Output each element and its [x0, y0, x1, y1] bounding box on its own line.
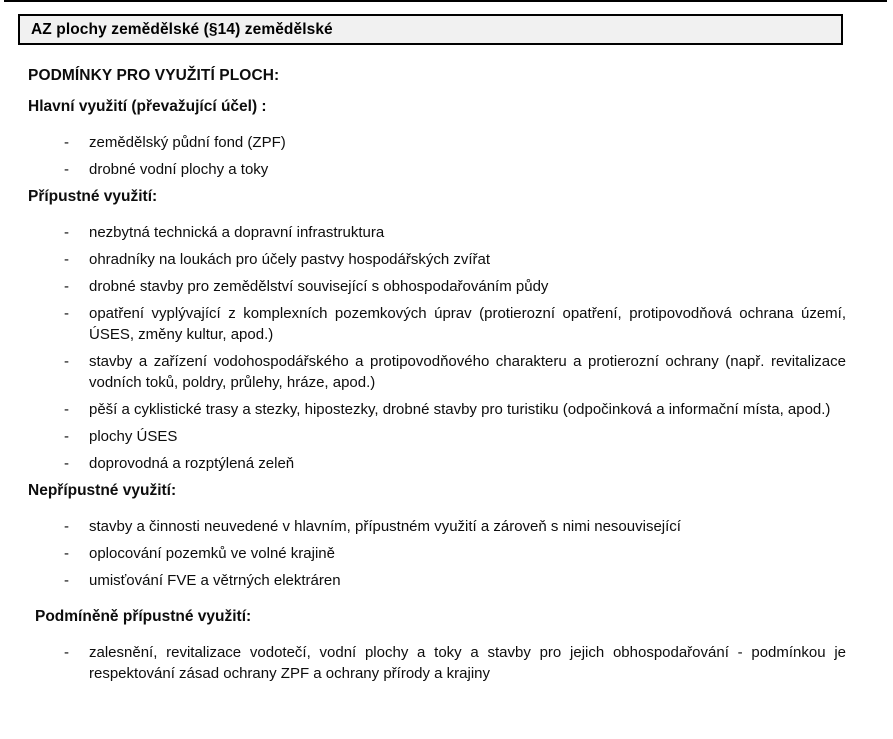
dash-marker: - — [64, 644, 69, 661]
list-item — [61, 570, 846, 591]
list-item — [61, 453, 846, 474]
section-item-list — [28, 516, 846, 591]
dash-marker: - — [64, 278, 69, 295]
section-item-list — [28, 642, 846, 684]
dash-marker: - — [64, 353, 69, 370]
dash-marker: - — [64, 305, 69, 322]
document-content — [28, 66, 846, 690]
list-item-text: zalesnění, revitalizace vodotečí, vodní plochy a toky a stavby pro jejich obhospodařování - podmínkou je respektování zásad ochrany ZPF a ochrany přírody a krajiny — [89, 644, 846, 682]
list-item — [61, 222, 846, 243]
list-item-text: drobné stavby pro zemědělství související s obhospodařováním půdy — [89, 278, 549, 295]
dash-marker: - — [64, 161, 69, 178]
list-item — [61, 426, 846, 447]
section — [28, 606, 846, 684]
section — [28, 96, 846, 180]
zone-header-box — [18, 14, 843, 45]
section-heading: Nepřípustné využití: — [28, 482, 177, 499]
list-item-text: oplocování pozemků ve volné krajině — [89, 545, 335, 562]
list-item — [61, 516, 846, 537]
dash-marker: - — [64, 134, 69, 151]
dash-marker: - — [64, 251, 69, 268]
list-item — [61, 132, 846, 153]
sections-container — [28, 96, 846, 684]
list-item-text: stavby a činnosti neuvedené v hlavním, přípustném využití a zároveň s nimi nesouvisející — [89, 518, 681, 535]
page-title: PODMÍNKY PRO VYUŽITÍ PLOCH: — [28, 67, 280, 84]
list-item — [61, 399, 846, 420]
list-item-text: ohradníky na loukách pro účely pastvy hospodářských zvířat — [89, 251, 491, 268]
list-item — [61, 159, 846, 180]
section-heading: Hlavní využití (převažující účel) : — [28, 98, 267, 115]
section-heading: Přípustné využití: — [28, 188, 158, 205]
list-item-text: opatření vyplývající z komplexních pozemkových úprav (protierozní opatření, protipovodňová ochrana území, ÚSES, změny kultur, apod.) — [89, 305, 846, 343]
section — [28, 480, 846, 591]
dash-marker: - — [64, 428, 69, 445]
list-item-text: pěší a cyklistické trasy a stezky, hipostezky, drobné stavby pro turistiku (odpočinková a informační místa, apod.) — [89, 401, 831, 418]
section — [28, 186, 846, 474]
dash-marker: - — [64, 518, 69, 535]
list-item — [61, 642, 846, 684]
list-item — [61, 303, 846, 345]
list-item-text: zemědělský půdní fond (ZPF) — [89, 134, 286, 151]
zone-header-title: AZ plochy zemědělské (§14) zemědělské — [31, 20, 333, 38]
section-item-list — [28, 132, 846, 180]
list-item — [61, 249, 846, 270]
list-item-text: umisťování FVE a větrných elektráren — [89, 572, 341, 589]
dash-marker: - — [64, 572, 69, 589]
list-item — [61, 543, 846, 564]
list-item-text: stavby a zařízení vodohospodářského a protipovodňového charakteru a protierozní ochrany (např. revitalizace vodních toků, poldry, průlehy, hráze, apod.) — [89, 353, 846, 391]
list-item — [61, 351, 846, 393]
dash-marker: - — [64, 224, 69, 241]
top-rule — [4, 0, 887, 2]
list-item-text: plochy ÚSES — [89, 428, 178, 445]
dash-marker: - — [64, 401, 69, 418]
list-item — [61, 276, 846, 297]
list-item-text: drobné vodní plochy a toky — [89, 161, 269, 178]
list-item-text: doprovodná a rozptýlená zeleň — [89, 455, 295, 472]
section-heading: Podmíněně přípustné využití: — [35, 608, 252, 625]
dash-marker: - — [64, 545, 69, 562]
list-item-text: nezbytná technická a dopravní infrastruktura — [89, 224, 385, 241]
dash-marker: - — [64, 455, 69, 472]
section-item-list — [28, 222, 846, 474]
